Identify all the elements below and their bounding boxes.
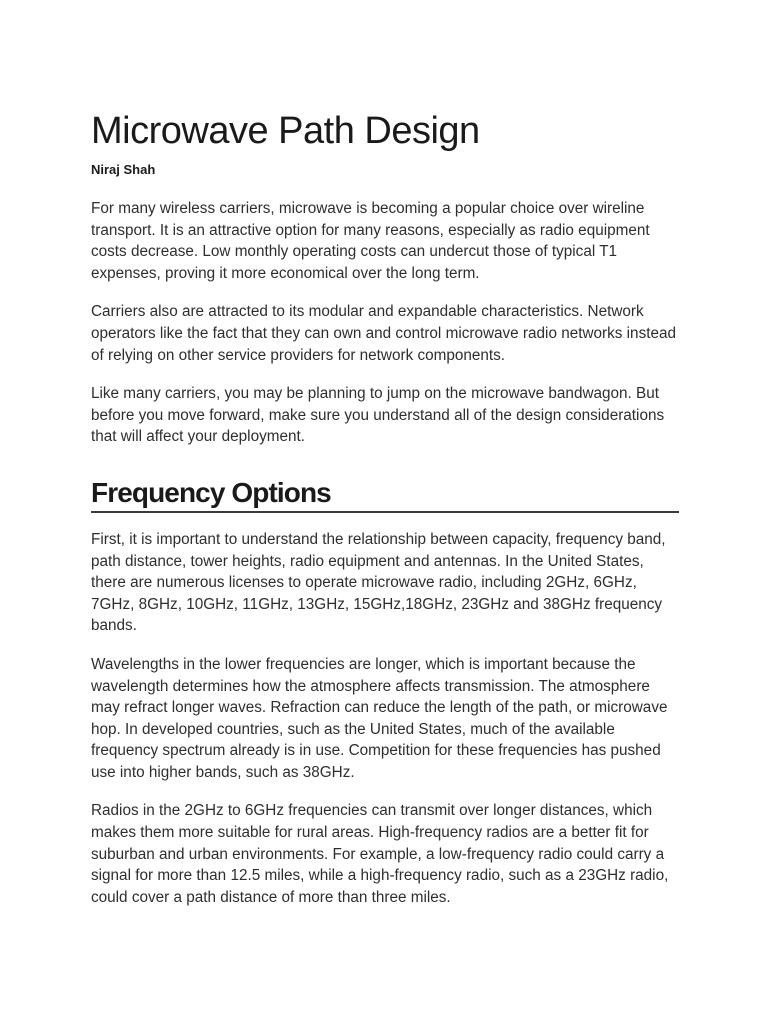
intro-paragraph: Like many carriers, you may be planning to jump on the microwave bandwagon. But before you move forward, make sure you understand all of the design considerations that will affect your deployment.: [91, 385, 665, 446]
section-paragraph: Radios in the 2GHz to 6GHz frequencies can transmit over longer distances, which makes them more suitable for rural areas. High-frequency radios are a better fit for suburban and urban environments. For example, a low-frequency radio could carry a signal for more than 12.5 miles, while a high-frequency radio, such as a 23GHz radio, could cover a path distance of more than three miles.: [91, 802, 669, 906]
document-title: Microwave Path Design: [91, 110, 480, 152]
section-paragraph: First, it is important to understand the relationship between capacity, frequency band, path distance, tower heights, radio equipment and antennas. In the United States, there are numerous licenses to operate microwave radio, including 2GHz, 6GHz, 7GHz, 8GHz, 10GHz, 11GHz, 13GHz, 15GHz,18GHz, 23GHz and 38GHz frequency bands.: [91, 530, 666, 635]
section-paragraph: Wavelengths in the lower frequencies are longer, which is important because the wavelength determines how the atmosphere affects transmission. The atmosphere may refract longer waves. Refraction can reduce the length of the path, or microwave hop. In developed countries, such as the United States, much of the available frequency spectrum already is in use. Competition for these frequencies has pushed use into higher bands, such as 38GHz.: [91, 655, 668, 781]
author-name: Niraj Shah: [91, 162, 156, 177]
document-page: [91, 108, 681, 908]
intro-paragraph: For many wireless carriers, microwave is becoming a popular choice over wireline transport. It is an attractive option for many reasons, especially as radio equipment costs decrease. Low monthly operating costs can undercut those of typical T1 expenses, proving it more economical over the long term.: [91, 200, 650, 282]
intro-paragraph: Carriers also are attracted to its modular and expandable characteristics. Network operators like the fact that they can own and control microwave radio networks instead of relying on other service providers for network components.: [91, 303, 676, 364]
section-heading: Frequency Options: [91, 475, 679, 513]
